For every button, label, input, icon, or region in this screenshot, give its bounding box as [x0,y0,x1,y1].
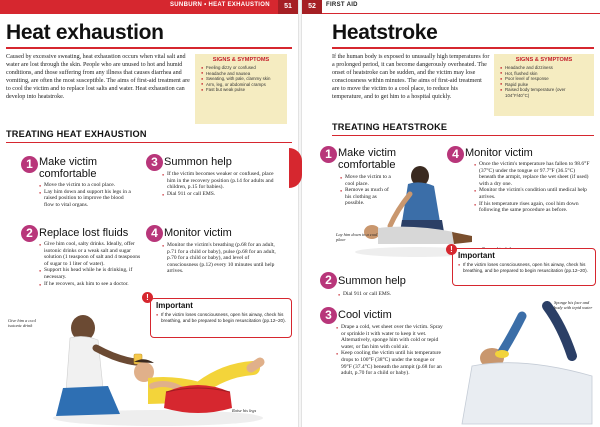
step-number: 1 [320,146,337,163]
step-item: ● Move the victim to a cool place. [39,182,135,189]
sign-item: ● Headache and dizziness [500,65,590,71]
left-page [0,0,298,427]
signs-box [195,54,287,124]
signs-title: SIGNS & SYMPTOMS [212,57,270,63]
signs-title: SIGNS & SYMPTOMS [515,57,573,63]
section-rule [6,142,292,143]
intro-text: Caused by excessive sweating, heat exhaustion occurs when vital salt and water are lost through the skin. People who are unused to hot and humid conditions, and those suffering from any illness that causes diarrhea and vomiting, are often the most susceptible. The aims of first-aid treatment are to cool the victim and to replace lost salts and water. Heat exhaustion can develop into heatstroke. [6,54,190,101]
sign-item: ● Headache and nausea [201,71,283,77]
title-rule [332,47,594,49]
running-head-right: FIRST AID [326,2,358,8]
page-title: Heat exhaustion [6,21,164,44]
sign-item: ● Rapid pulse [500,82,590,88]
step-number: 4 [146,225,163,242]
step-title: Cool victim [338,309,392,321]
title-rule [6,47,292,49]
step-title: Make victim comfortable [39,156,98,180]
step-title: Summon help [164,156,232,168]
step-item: ● If he recovers, ask him to see a doctor. [39,281,143,288]
step-item: ● Dial 911 or call EMS. [338,291,438,298]
alert-icon: ! [142,292,153,303]
caption-sponge: Sponge his face and body with tepid water [554,300,593,311]
sign-item: ● Arm, leg, or abdominal cramps [201,82,283,88]
step-title: Replace lost fluids [39,227,129,239]
step-list [39,241,143,287]
section-heading: TREATING HEATSTROKE [332,122,448,132]
sign-item: ● Poor level of response [500,76,590,82]
step-item: ● Move the victim to a cool place. [340,174,396,187]
step-title: Monitor victim [164,227,232,239]
step-list [338,291,438,298]
sign-item: ● Feeling dizzy or confused [201,65,283,71]
step-list [336,324,444,377]
page-number-left: 51 [278,0,298,14]
sign-item: ● Sweating, with pale, clammy skin [201,76,283,82]
section-heading: TREATING HEAT EXHAUSTION [6,129,147,139]
alert-icon: ! [446,244,457,255]
sign-item: ● Hot, flushed skin [500,71,590,77]
running-head-rule [322,13,600,14]
important-title: Important [156,301,193,310]
step-number: 2 [21,225,38,242]
step-number: 2 [320,272,337,289]
step-item: ● If his temperature rises again, cool him down following the same procedure as before. [474,201,590,214]
section-rule [332,135,594,136]
step-item: ● Remove as much of his clothing as possible. [340,187,396,207]
step-item: ● Once the victim's temperature has fallen to 98.6°F (37°C) under the tongue or 97.7°F (36.5°C) beneath the armpit, replace the wet sheet (if used) with a dry one. [474,161,590,187]
step-number: 4 [447,146,464,163]
step-item: ● If the victim becomes weaker or confused, place him in the recovery position (p.14 for adults and children, p.15 for babies). [162,171,282,191]
step-item: ● Drape a cold, wet sheet over the victim. Spray or sprinkle it with water to keep it wet. Alternatively, sponge him with cold or tepid water, or fan him with cold air. [336,324,444,350]
photo-heatstroke-comfortable [342,160,482,260]
step-title: Summon help [338,275,406,287]
sign-item: ● Raised body temperature (over 104°F/40°C) [500,87,590,98]
intro-text: If the human body is exposed to unusually high temperatures for a prolonged period, it can become dangerously overheated. The onset of heatstroke can be sudden, and the victim may lose consciousness within minutes. The aims of first-aid treatment are to move the victim to a cool place, to reduce his temperature, and to get him to a hospital quickly. [332,54,490,101]
caption-legs: Raise his legs [232,408,257,413]
caption-drink: Give him a cool isotonic drink [8,318,36,329]
step-item: ● Lay him down and support his legs in a raised position to improve the blood flow to vital organs. [39,189,135,209]
page-number-right: 52 [302,0,322,14]
step-title: Make victim comfortable [338,147,397,171]
step-list [162,171,282,197]
step-number: 3 [320,307,337,324]
step-item: ● Support his head while he is drinking, if necessary. [39,267,143,280]
important-box [452,248,596,286]
caption-lay: Lay him down in a cool place [336,232,378,243]
step-item: ● Monitor the victim's condition until medical help arrives. [474,187,590,200]
step-item: ● Give him cool, salty drinks. Ideally, offer isotonic drinks or a weak salt and sugar solution (1 teaspoon of salt and 4 teaspoons of sugar to 1 liter of water). [39,241,143,267]
step-item: ● Dial 911 or call EMS. [162,191,282,198]
step-item: ● Monitor the victim's breathing (p.68 for an adult, p.71 for a child or baby), pulse (p.68 for an adult, p.70 for a child or baby), and level of consciousness (p.12) every 10 minutes until help arrives. [162,242,280,275]
sign-item: ● Fast but weak pulse [201,87,283,93]
important-title: Important [458,251,495,260]
important-text: ● If the victim loses consciousness, open his airway, check his breathing, and be prepared to begin resuscitation (pp.12–20). [458,262,593,274]
step-title: Monitor victim [465,147,533,159]
step-list [39,182,135,208]
step-number: 3 [146,154,163,171]
photo-cool-victim [452,296,600,427]
page-title: Heatstroke [332,21,438,44]
signs-box [494,54,594,116]
step-item: ● Keep cooling the victim until his temperature drops to 100°F (38°C) under the tongue or 99°F (37.4°C) beneath the armpit (p.68 for an adult, p.70 for a child or baby). [336,350,444,376]
step-number: 1 [21,156,38,173]
step-list [162,242,280,275]
right-page [302,0,600,427]
step-list [474,161,590,214]
running-head-left: SUNBURN • HEAT EXHAUSTION [170,2,270,8]
important-text: ● If the victim loses consciousness, open his airway, check his breathing, and be prepared to begin resuscitation (pp.12–20). [156,312,289,324]
